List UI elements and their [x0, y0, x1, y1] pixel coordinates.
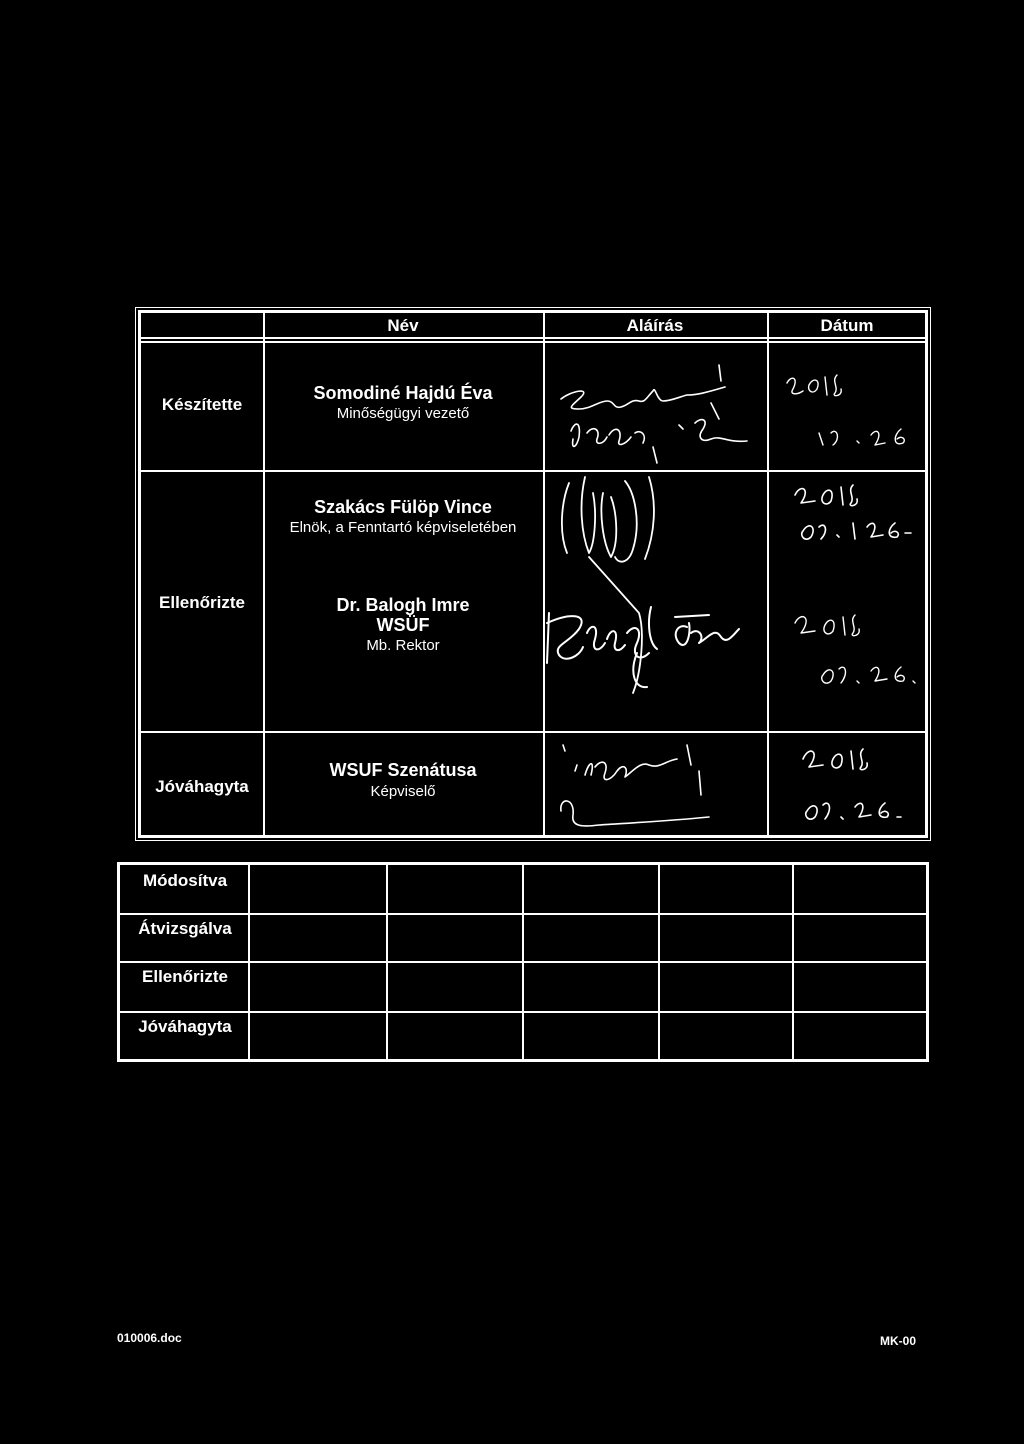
header-date: Dátum: [820, 316, 874, 335]
checked-person2-title: Mb. Rektor: [366, 637, 440, 654]
approved-title: Képviselő: [370, 783, 436, 800]
footer-code: MK-00: [880, 1334, 917, 1348]
signature-szenatus: [549, 731, 729, 837]
row-divider: [120, 961, 926, 963]
handwritten-date-3: [785, 603, 929, 693]
signature-somodine: [551, 351, 763, 466]
handwritten-date-1: [777, 353, 917, 453]
prepared-name: Somodiné Hajdú Éva: [313, 383, 493, 403]
column-divider: [767, 313, 769, 835]
row-divider: [141, 731, 925, 733]
role-checked: Ellenőrizte: [159, 593, 245, 612]
signature-balogh: [539, 593, 767, 703]
checked-person1-name: Szakács Fülöp Vince: [314, 497, 492, 517]
checked-person2-name: Dr. Balogh Imre: [336, 595, 470, 615]
checked-person1-title: Elnök, a Fenntartó képviseletében: [289, 519, 517, 536]
row-divider: [120, 1011, 926, 1013]
modification-table: [117, 862, 929, 1062]
mod-row-label: Jóváhagyta: [138, 1017, 232, 1036]
prepared-title: Minőségügyi vezető: [336, 405, 470, 422]
approved-name: WSUF Szenátusa: [329, 760, 477, 780]
mod-row-label: Ellenőrizte: [142, 967, 228, 986]
column-divider: [543, 313, 545, 835]
row-divider: [141, 337, 925, 339]
mod-row-label: Átvizsgálva: [138, 919, 232, 938]
checked-person2-org: WSÜF: [376, 615, 430, 635]
handwritten-date-2: [781, 473, 921, 563]
row-divider: [141, 470, 925, 472]
row-divider: [120, 913, 926, 915]
footer-filename: 010006.doc: [117, 1331, 182, 1345]
mod-row-label: Módosítva: [142, 871, 228, 890]
role-prepared: Készítette: [161, 395, 243, 414]
role-approved: Jóváhagyta: [155, 777, 249, 796]
handwritten-date-4: [789, 735, 929, 831]
approval-table: [138, 310, 928, 838]
header-signature: Aláírás: [626, 316, 684, 335]
header-name: Név: [387, 316, 419, 335]
row-divider: [141, 341, 925, 343]
